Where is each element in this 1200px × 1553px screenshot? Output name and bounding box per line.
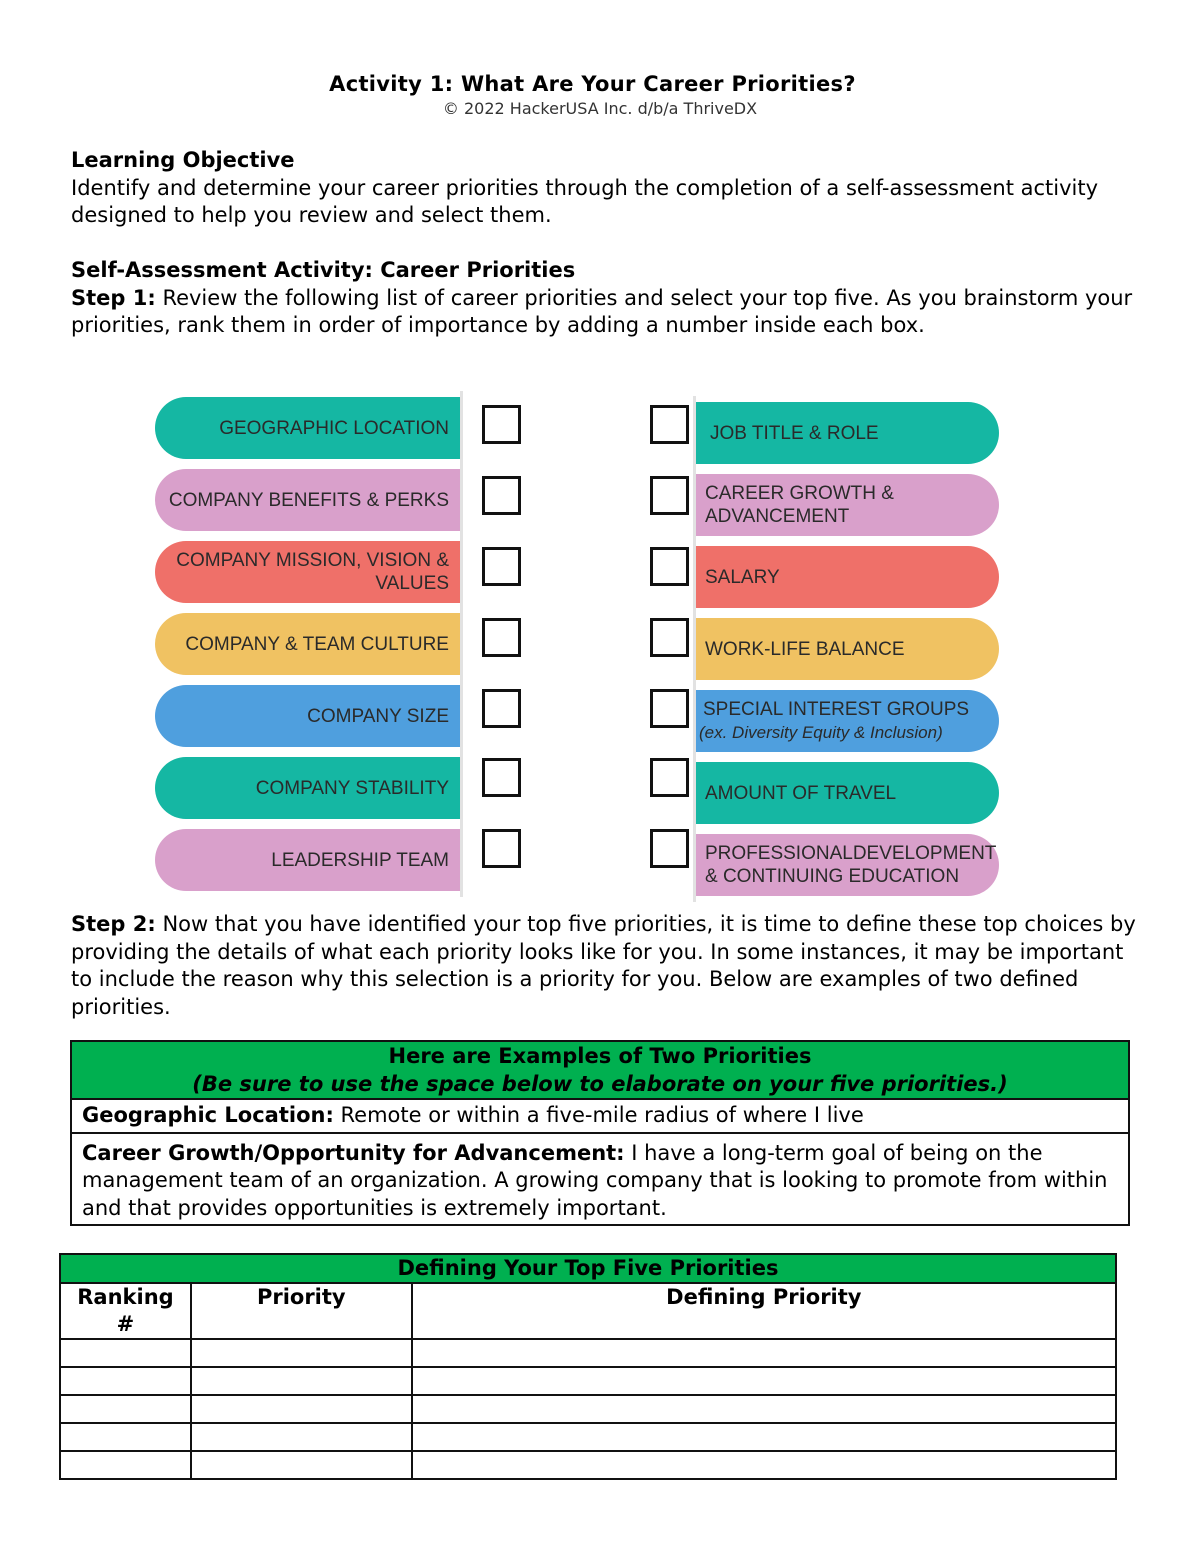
learning-objective-section bbox=[71, 147, 1141, 230]
table-row bbox=[60, 1451, 1116, 1479]
priority-cell[interactable] bbox=[191, 1423, 412, 1451]
priority-pill-company-stability bbox=[155, 757, 460, 819]
ranking-cell[interactable] bbox=[60, 1395, 191, 1423]
copyright-notice: © 2022 HackerUSA Inc. d/b/a ThriveDX bbox=[442, 99, 758, 118]
priority-label: COMPANY SIZE bbox=[307, 705, 449, 727]
priority-pill-career-growth bbox=[696, 474, 999, 536]
self-assessment-heading: Self-Assessment Activity: Career Priorities bbox=[71, 258, 576, 282]
priority-cell[interactable] bbox=[191, 1367, 412, 1395]
priority-pill-geographic-location bbox=[155, 397, 460, 459]
step2-paragraph bbox=[71, 911, 1141, 1021]
priority-sublabel: (ex. Diversity Equity & Inclusion) bbox=[699, 723, 943, 742]
priority-pill-professional-development bbox=[696, 834, 999, 896]
priority-pill-amount-of-travel bbox=[696, 762, 999, 824]
priority-label: LEADERSHIP TEAM bbox=[271, 849, 449, 871]
priority-pill-company-culture bbox=[155, 613, 460, 675]
priority-label: AMOUNT OF TRAVEL bbox=[705, 782, 897, 804]
examples-table bbox=[70, 1040, 1130, 1226]
ranking-box-company-benefits[interactable] bbox=[482, 476, 521, 515]
priority-cell[interactable] bbox=[191, 1451, 412, 1479]
priority-pill-salary bbox=[696, 546, 999, 608]
column-header-defining-priority: Defining Priority bbox=[412, 1283, 1116, 1339]
ranking-box-company-mission[interactable] bbox=[482, 547, 521, 586]
priority-pill-job-title bbox=[696, 402, 999, 464]
definition-cell[interactable] bbox=[412, 1367, 1116, 1395]
ranking-box-salary[interactable] bbox=[650, 547, 689, 586]
example-row-career-growth bbox=[71, 1133, 1129, 1226]
step2-label: Step 2: bbox=[71, 912, 156, 936]
priority-cell[interactable] bbox=[191, 1395, 412, 1423]
self-assessment-section bbox=[71, 257, 1141, 340]
ranking-cell[interactable] bbox=[60, 1423, 191, 1451]
ranking-box-geographic-location[interactable] bbox=[482, 405, 521, 444]
step1-text: Review the following list of career priorities and select your top five. As you brainstorm your priorities, rank them in order of importance by adding a number inside each box. bbox=[71, 285, 1133, 337]
definition-cell[interactable] bbox=[412, 1339, 1116, 1367]
priority-label: WORK-LIFE BALANCE bbox=[705, 638, 905, 660]
priority-label: CAREER GROWTH & ADVANCEMENT bbox=[705, 483, 894, 527]
priority-label: COMPANY STABILITY bbox=[255, 777, 449, 799]
priority-label: PROFESSIONALDEVELOPMENT & CONTINUING EDUCATION bbox=[705, 843, 997, 887]
step2-text: Now that you have identified your top five priorities, it is time to define these top choices by providing the details of what each priority looks like for you. In some instances, it may be important to include the reason why this selection is a priority for you. Below are examples of two defined priorities. bbox=[71, 912, 1136, 1019]
step1-label: Step 1: bbox=[71, 285, 156, 310]
example-row-geographic-location bbox=[71, 1099, 1129, 1133]
priority-label: SPECIAL INTEREST GROUPS bbox=[703, 699, 970, 720]
ranking-box-job-title[interactable] bbox=[650, 405, 689, 444]
ranking-box-company-stability[interactable] bbox=[482, 758, 521, 797]
ranking-box-company-culture[interactable] bbox=[482, 618, 521, 657]
example-label: Career Growth/Opportunity for Advancement: bbox=[82, 1140, 625, 1165]
definition-cell[interactable] bbox=[412, 1423, 1116, 1451]
column-header-priority: Priority bbox=[191, 1283, 412, 1339]
priority-pill-leadership-team bbox=[155, 829, 460, 891]
priority-pill-company-benefits bbox=[155, 469, 460, 531]
priority-label: COMPANY & TEAM CULTURE bbox=[185, 633, 449, 655]
learning-objective-heading: Learning Objective bbox=[71, 148, 295, 172]
ranking-box-special-interest-groups[interactable] bbox=[650, 689, 689, 728]
ranking-cell[interactable] bbox=[60, 1451, 191, 1479]
example-text: Remote or within a five-mile radius of where I live bbox=[333, 1103, 864, 1127]
ranking-box-leadership-team[interactable] bbox=[482, 829, 521, 868]
priority-pill-company-mission bbox=[155, 541, 460, 603]
ranking-box-professional-development[interactable] bbox=[650, 829, 689, 868]
examples-header-line2: (Be sure to use the space below to elaborate on your five priorities.) bbox=[192, 1072, 1008, 1096]
ranking-box-career-growth[interactable] bbox=[650, 476, 689, 515]
examples-header-line2-wrap bbox=[82, 1070, 1118, 1098]
table-row bbox=[60, 1367, 1116, 1395]
step1-paragraph bbox=[71, 285, 1141, 340]
top-five-table bbox=[59, 1253, 1117, 1480]
priority-label: GEOGRAPHIC LOCATION bbox=[219, 417, 449, 439]
table-row bbox=[60, 1395, 1116, 1423]
ranking-cell[interactable] bbox=[60, 1339, 191, 1367]
examples-table-header bbox=[71, 1041, 1129, 1099]
definition-cell[interactable] bbox=[412, 1451, 1116, 1479]
top-five-table-title: Defining Your Top Five Priorities bbox=[60, 1254, 1116, 1283]
example-text: I have a long-term goal of being on the management team of an organization. A growing company that is looking to promote from within and that provides opportunities is extremely important. bbox=[82, 1140, 1108, 1220]
definition-cell[interactable] bbox=[412, 1395, 1116, 1423]
ranking-box-amount-of-travel[interactable] bbox=[650, 758, 689, 797]
page-title: Activity 1: What Are Your Career Priorities? bbox=[329, 72, 856, 96]
column-header-ranking: Ranking # bbox=[60, 1283, 191, 1339]
priority-pill-company-size bbox=[155, 685, 460, 747]
learning-objective-text: Identify and determine your career priorities through the completion of a self-assessment activity designed to help you review and select them. bbox=[71, 175, 1099, 227]
priority-label: COMPANY BENEFITS & PERKS bbox=[168, 489, 449, 511]
examples-header-line1: Here are Examples of Two Priorities bbox=[388, 1044, 812, 1068]
priority-label: SALARY bbox=[705, 566, 780, 588]
priority-cell[interactable] bbox=[191, 1339, 412, 1367]
priority-label: JOB TITLE & ROLE bbox=[710, 422, 879, 444]
priority-label-group bbox=[699, 698, 969, 744]
table-row bbox=[60, 1423, 1116, 1451]
example-label: Geographic Location: bbox=[82, 1103, 334, 1127]
ranking-box-work-life-balance[interactable] bbox=[650, 618, 689, 657]
ranking-box-company-size[interactable] bbox=[482, 689, 521, 728]
priority-pill-work-life-balance bbox=[696, 618, 999, 680]
ranking-cell[interactable] bbox=[60, 1367, 191, 1395]
priority-label: COMPANY MISSION, VISION & VALUES bbox=[176, 550, 449, 594]
priority-pill-special-interest-groups bbox=[696, 690, 999, 752]
table-row bbox=[60, 1339, 1116, 1367]
